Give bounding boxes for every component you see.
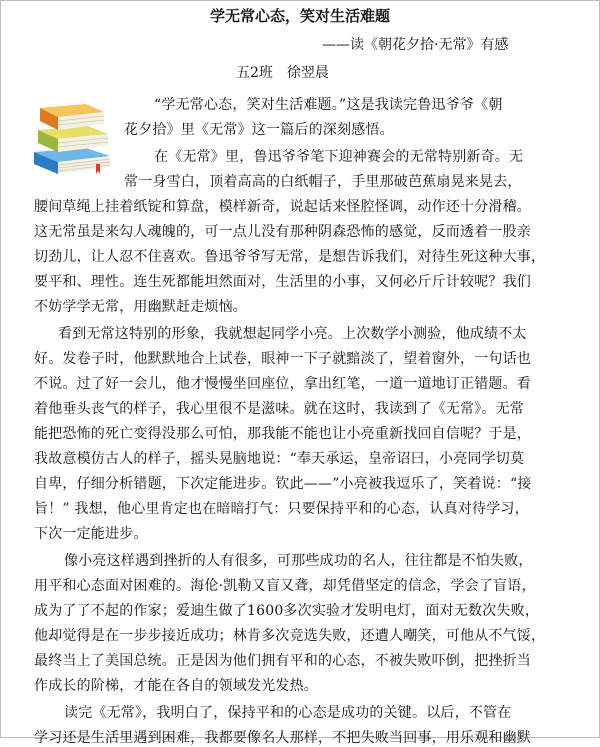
paragraph-line: 常一身雪白，顶着高高的白纸帽子，手里那破芭蕉扇晃来晃去， [124,174,522,190]
paragraph-line: 花夕拾》里《无常》这一篇后的深刻感悟。 [124,122,394,138]
essay-subtitle: ——读《朝花夕拾·无常》有感 [322,37,509,53]
paragraph-line: 不妨学学无常，用幽默赶走烦恼。 [34,299,247,315]
paragraph-line: 旨！” 我想，他心里肯定也在暗暗打气：只要保持平和的心态，认真对待学习， [34,501,529,517]
paragraph-line: 下次一定能进步。 [34,526,148,542]
paragraph-line: 作成长的阶梯，才能在各自的领域发光发热。 [34,678,318,694]
paragraph-line: 最终当上了美国总统。正是因为他们拥有平和的心态，不被失败吓倒，把挫折当 [34,653,531,669]
paragraph-line: 能把恐怖的死亡变得没那么可怕，那我能不能也让小亮重新找回自信呢？于是， [34,426,531,442]
paragraph-line: 好。发卷子时，他默默地合上试卷，眼神一下子就黯淡了，望着窗外，一句话也 [34,351,531,367]
paragraph-line: 我故意模仿古人的样子，摇头晃脑地说：“奉天承运，皇帝诏曰，小亮同学切莫 [34,451,525,467]
paragraph-line: 切劲儿，让人忍不住喜欢。鲁迅爷爷写无常，是想告诉我们，对待生死这种大事， [34,249,546,265]
paragraph-line: 腰间草绳上挂着纸锭和算盘，模样新奇，说起话来怪腔怪调，动作还十分滑稽。 [34,199,531,215]
essay-title: 学无常心态，笑对生活难题 [209,7,390,25]
paragraph-line: 这无常虽是来勾人魂魄的，可一点儿没有那种阴森恐怖的感觉，反而透着一股亲 [34,224,531,240]
paragraph-line: “学无常心态，笑对生活难题。”这是我读完鲁迅爷爷《朝 [154,97,503,113]
paragraph-line: 他却觉得是在一步步接近成功；林肯多次竞选失败，还遭人嘲笑，可他从不气馁， [34,628,546,644]
books-stack-icon [30,90,114,176]
paragraph-line: 看到无常这特别的形象，我就想起同学小亮。上次数学小测验，他成绩不太 [58,326,527,342]
author-line: 五2班 徐翌晨 [236,65,329,81]
paragraph-line: 像小亮这样遇到挫折的人有很多，可那些成功的名人，往往都是不怕失败， [64,553,533,569]
paragraph-line: 自卑，仔细分析错题，下次定能进步。钦此——”小亮被我逗乐了，笑着说：“接 [34,476,532,492]
paragraph-line: 要平和、理性。连生死都能坦然面对，生活里的小事，又何必斤斤计较呢？我们 [34,274,531,290]
paragraph-line: 读完《无常》，我明白了，保持平和的心态是成功的关键。以后，不管在 [64,705,512,721]
paragraph-line: 着他垂头丧气的样子，我心里很不是滋味。就在这时，我读到了《无常》。无常 [34,401,524,417]
paragraph-line: 学习还是生活里遇到困难，我都要像名人那样，不把失败当回事，用乐观和幽默 [34,730,531,746]
paragraph-line: 不说。过了好一会儿，他才慢慢坐回座位，拿出红笔，一道一道地订正错题。看 [34,376,531,392]
paragraph-line: 用平和心态面对困难的。海伦·凯勒又盲又聋，却凭借坚定的信念，学会了盲语， [34,578,536,594]
paragraph-line: 在《无常》里，鲁迅爷爷笔下迎神赛会的无常特别新奇。无 [154,149,524,165]
paragraph-line: 成为了了不起的作家；爱迪生做了1600多次实验才发明电灯，面对无数次失败， [34,603,540,619]
